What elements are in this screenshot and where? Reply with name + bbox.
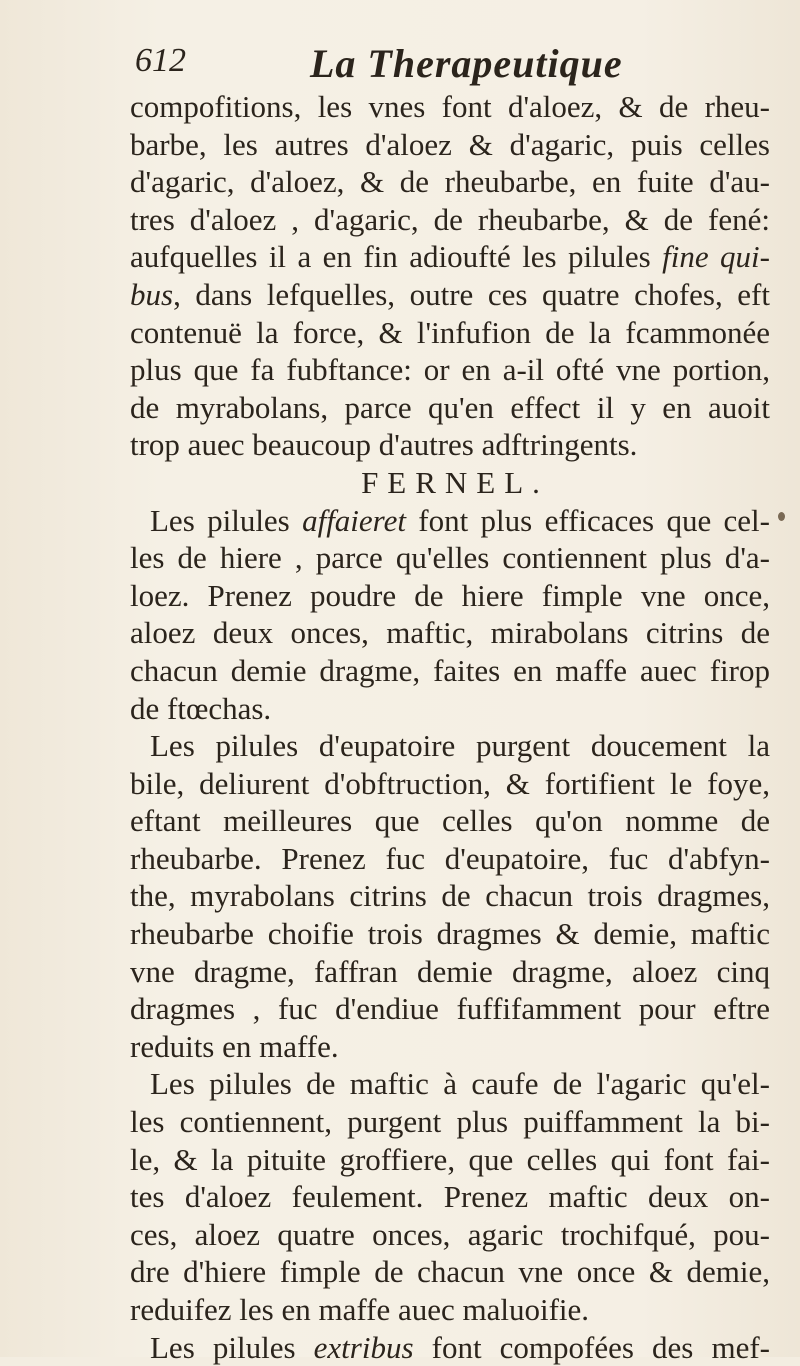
body-text [130,88,770,1366]
line-text: , dans lefquelles, outre ces quatre chofes, eft [173,276,770,312]
text-line [130,1216,770,1254]
margin-mark [778,512,785,521]
text-line [130,1103,770,1141]
text-line [130,652,770,690]
line-text: ces, aloez quatre onces, agaric trochifqué, pou- [130,1216,770,1252]
line-text: d'agaric, d'aloez, & de rheubarbe, en fuite d'au- [130,164,770,200]
text-line [130,990,770,1028]
line-text: reduifez les en maffe auec maluoifie. [130,1292,590,1327]
line-text: Les pilules d'eupatoire purgent doucement la [150,728,770,764]
page-number: 612 [135,42,186,79]
line-text: bile, deliurent d'obftruction, & fortifient le foye, [130,765,770,801]
text-line [130,765,770,803]
text-line [130,840,770,878]
line-text: dre d'hiere fimple de chacun vne once & demie, [130,1254,770,1290]
line-text: Les pilules [150,502,303,538]
text-line [130,1141,770,1179]
line-text: rheubarbe. Prenez fuc d'eupatoire, fuc d'abfyn- [130,840,770,876]
text-line [130,1028,770,1066]
line-text: loez. Prenez poudre de hiere fimple vne once, [130,577,770,613]
italic-term: extribus [313,1329,414,1365]
text-line [130,238,770,276]
line-text: Les pilules de maftic à caufe de l'agaric qu'el- [150,1066,770,1102]
line-text: contenuë la force, & l'infufion de la fcammonée [130,314,770,350]
text-line [130,314,770,352]
line-text: aufquelles il a en fin adioufté les pilules [130,239,663,275]
page-header [135,40,775,90]
text-line [130,539,770,577]
text-line [130,877,770,915]
italic-term: fine qui- [662,239,770,275]
italic-term: bus [130,276,174,312]
text-line [130,126,770,164]
line-text: FERNEL. [361,464,549,500]
text-line [130,690,770,728]
line-text: Les pilules [150,1329,314,1365]
text-line [130,1253,770,1291]
line-text: tres d'aloez , d'agaric, de rheubarbe, & de fené: [130,201,770,237]
text-line [130,88,770,126]
line-text: eftant meilleures que celles qu'on nomme de [130,803,770,839]
text-line [130,727,770,765]
text-line [130,1065,770,1103]
line-text: chacun demie dragme, faites en maffe auec firop [130,652,770,688]
line-text: vne dragme, faffran demie dragme, aloez cinq [130,953,770,989]
text-line [130,502,770,540]
line-text: plus que fa fubftance: or en a-il ofté vne portion, [130,352,770,388]
text-line [130,276,770,314]
running-title: La Therapeutique [310,41,623,86]
line-text: les de hiere , parce qu'elles contiennent plus d'a- [130,540,770,576]
text-line [130,351,770,389]
text-line [130,577,770,615]
line-text: font compofées des mef- [413,1329,770,1365]
line-text: aloez deux onces, maftic, mirabolans citrins de [130,615,770,651]
italic-term: affaieret [302,502,406,538]
text-line [130,464,770,502]
line-text: le, & la pituite groffiere, que celles qui font fai- [130,1141,770,1177]
line-text: compofitions, les vnes font d'aloez, & de rheu- [130,89,770,124]
text-line [130,1291,770,1329]
text-line [130,426,770,464]
line-text: the, myrabolans citrins de chacun trois dragmes, [130,878,770,914]
text-line [130,614,770,652]
text-line [130,163,770,201]
line-text: barbe, les autres d'aloez & d'agaric, puis celles [130,126,770,162]
line-text: reduits en maffe. [130,1028,339,1064]
text-line [130,389,770,427]
text-line [130,802,770,840]
line-text: rheubarbe choifie trois dragmes & demie, maftic [130,916,770,952]
line-text: de ftœchas. [130,690,272,726]
text-line [130,1329,770,1366]
line-text: les contiennent, purgent plus puiffamment la bi- [130,1104,770,1140]
line-text: trop auec beaucoup d'autres adftringents. [130,427,638,463]
text-line [130,915,770,953]
line-text: de myrabolans, parce qu'en effect il y en auoit [130,389,770,425]
text-line [130,953,770,991]
text-line [130,1178,770,1216]
line-text: tes d'aloez feulement. Prenez maftic deux on- [130,1179,770,1215]
line-text: dragmes , fuc d'endiue fuffifamment pour eftre [130,991,770,1027]
line-text: font plus efficaces que cel- [405,502,770,538]
text-line [130,201,770,239]
